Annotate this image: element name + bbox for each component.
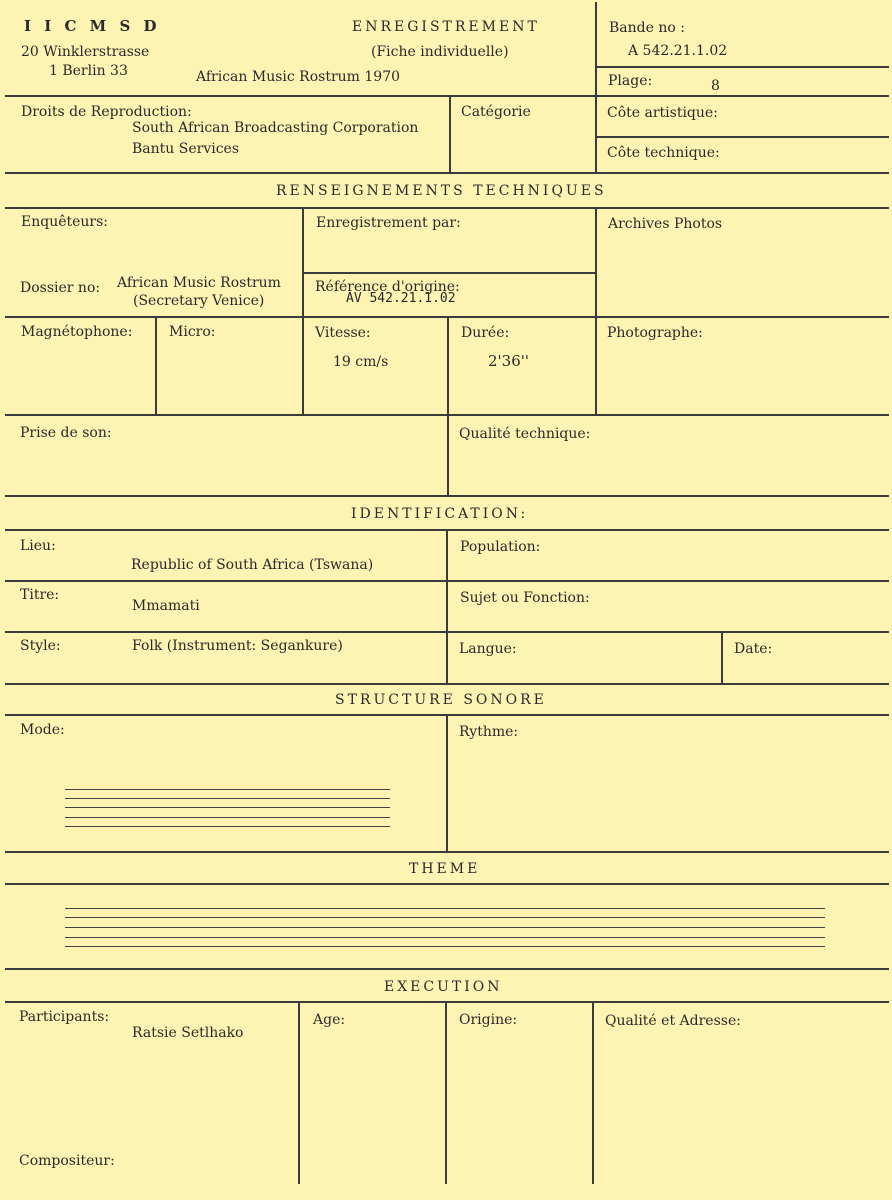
participants-label: Participants:	[19, 1009, 110, 1025]
sujet-label: Sujet ou Fonction:	[460, 590, 590, 606]
event-name: African Music Rostrum 1970	[196, 69, 401, 85]
org-logo: I I C M S D	[24, 17, 161, 35]
age-label: Age:	[313, 1012, 346, 1028]
address-line: 20 Winklerstrasse	[21, 44, 150, 60]
rights-holder-dept: Bantu Services	[132, 141, 240, 157]
duree-label: Durée:	[461, 325, 510, 341]
dossier-value-2: (Secretary Venice)	[133, 293, 265, 309]
vitesse-value: 19 cm/s	[333, 354, 389, 370]
origine-label: Origine:	[459, 1012, 518, 1028]
magnetophone-label: Magnétophone:	[21, 324, 133, 340]
rythme-label: Rythme:	[459, 724, 519, 740]
staff-line	[65, 798, 390, 799]
compositeur-label: Compositeur:	[19, 1153, 115, 1169]
rule	[5, 172, 889, 174]
rule	[595, 66, 889, 68]
rule	[447, 316, 449, 414]
rule	[5, 968, 889, 970]
plage-label: Plage:	[608, 73, 653, 89]
form-title: ENREGISTREMENT	[352, 19, 540, 35]
rights-label: Droits de Reproduction:	[21, 104, 192, 120]
mode-label: Mode:	[20, 722, 65, 738]
section-heading: RENSEIGNEMENTS TECHNIQUES	[276, 183, 607, 199]
langue-label: Langue:	[459, 641, 517, 657]
duree-value: 2'36''	[488, 352, 530, 370]
staff-line	[65, 908, 825, 909]
rule	[595, 95, 597, 172]
staff-line	[65, 789, 390, 790]
rule	[5, 883, 889, 885]
prise-de-son-label: Prise de son:	[20, 425, 112, 441]
cote-technique-label: Côte technique:	[607, 145, 720, 161]
titre-label: Titre:	[20, 587, 60, 603]
enqueteurs-label: Enquêteurs:	[21, 214, 109, 230]
rights-holder: South African Broadcasting Corporation	[132, 120, 419, 136]
address-line: 1 Berlin 33	[49, 63, 128, 79]
section-heading: THEME	[409, 861, 481, 877]
rule	[5, 1001, 889, 1003]
bande-label: Bande no :	[609, 20, 685, 36]
staff-line	[65, 917, 825, 918]
bande-value: A 542.21.1.02	[628, 43, 728, 59]
form-subtitle: (Fiche individuelle)	[371, 44, 509, 60]
rule	[721, 631, 723, 683]
rule	[595, 207, 597, 414]
style-label: Style:	[20, 638, 61, 654]
rule	[302, 207, 304, 414]
staff-line	[65, 807, 390, 808]
categorie-label: Catégorie	[461, 104, 531, 120]
dossier-label: Dossier no:	[20, 280, 101, 296]
rule	[592, 1001, 594, 1184]
section-heading: STRUCTURE SONORE	[335, 692, 547, 708]
titre-value: Mmamati	[132, 598, 200, 614]
staff-line	[65, 817, 390, 818]
rule	[5, 207, 889, 209]
rule	[446, 529, 448, 683]
rule	[5, 683, 889, 685]
plage-value: 8	[711, 78, 720, 94]
lieu-label: Lieu:	[20, 538, 56, 554]
lieu-value: Republic of South Africa (Tswana)	[131, 557, 374, 573]
reference-value: AV 542.21.1.02	[346, 291, 456, 306]
vitesse-label: Vitesse:	[315, 325, 371, 341]
date-label: Date:	[734, 641, 773, 657]
rule	[445, 1001, 447, 1184]
staff-line	[65, 927, 825, 928]
participants-value: Ratsie Setlhako	[132, 1025, 244, 1041]
dossier-value: African Music Rostrum	[117, 275, 281, 291]
archives-photos-label: Archives Photos	[608, 216, 723, 232]
rule	[595, 136, 889, 138]
rule	[5, 95, 889, 97]
enregistrement-par-label: Enregistrement par:	[316, 215, 461, 231]
section-heading: EXECUTION	[384, 979, 503, 995]
rule	[302, 272, 595, 274]
rule	[595, 2, 597, 95]
staff-line	[65, 937, 825, 938]
qualite-technique-label: Qualité technique:	[459, 426, 591, 442]
staff-line	[65, 946, 825, 947]
style-value: Folk (Instrument: Segankure)	[132, 638, 343, 654]
cote-artistique-label: Côte artistique:	[607, 105, 718, 121]
rule	[449, 95, 451, 172]
rule	[298, 1001, 300, 1184]
qualite-adresse-label: Qualité et Adresse:	[605, 1013, 741, 1029]
reference-label: Référence d'origine:	[315, 279, 460, 295]
rule	[446, 714, 448, 851]
photographe-label: Photographe:	[607, 325, 703, 341]
rule	[5, 851, 889, 853]
micro-label: Micro:	[169, 324, 216, 340]
population-label: Population:	[460, 539, 541, 555]
rule	[155, 316, 157, 414]
rule	[447, 414, 449, 495]
section-heading: IDENTIFICATION:	[351, 506, 529, 522]
rule	[5, 495, 889, 497]
staff-line	[65, 826, 390, 827]
